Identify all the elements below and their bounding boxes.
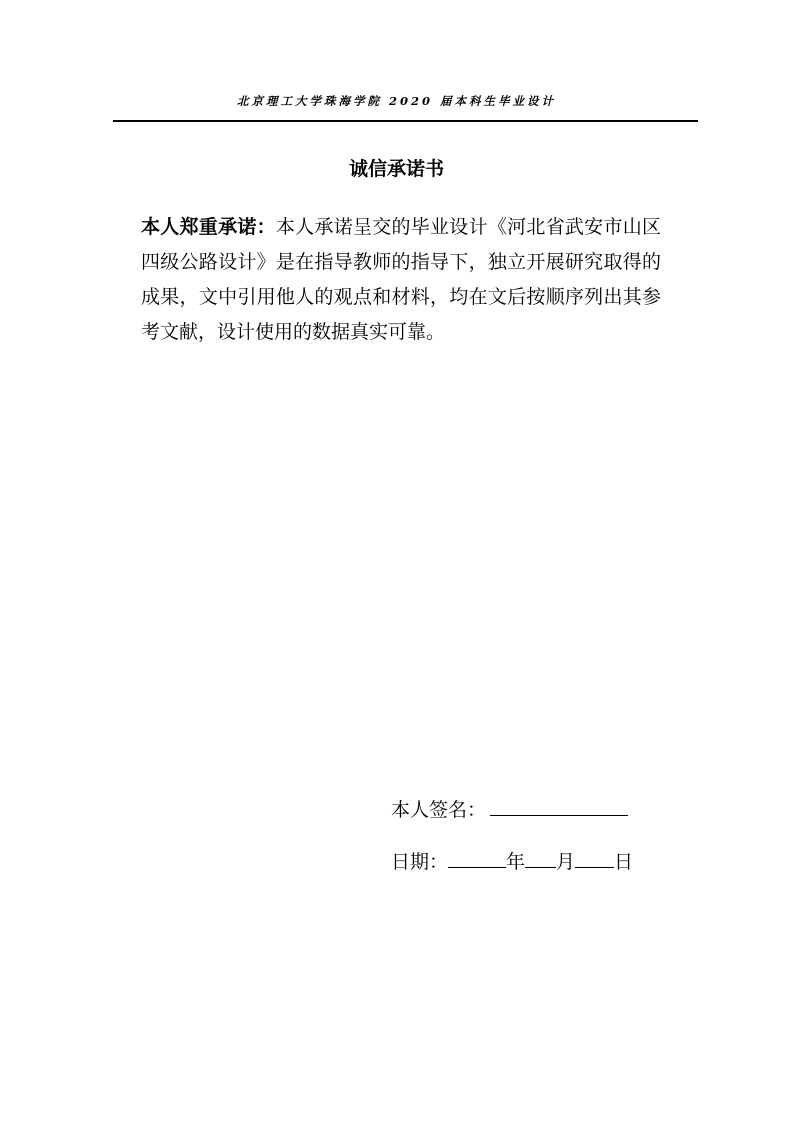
signature-label: 本人签名： [391, 799, 487, 821]
page-title: 诚信承诺书 [348, 158, 444, 180]
date-label: 日期： [391, 851, 449, 873]
header-divider [113, 120, 698, 122]
day-blank[interactable] [575, 847, 614, 868]
date-line [391, 847, 633, 876]
month-label: 月 [556, 851, 576, 873]
month-blank[interactable] [525, 847, 556, 868]
year-label: 年 [506, 851, 526, 873]
day-label: 日 [614, 851, 634, 873]
pledge-paragraph [141, 210, 661, 350]
signature-line [391, 795, 628, 824]
year-blank[interactable] [448, 847, 506, 868]
pledge-text: 本人承诺呈交的毕业设计《河北省武安市山区四级公路设计》是在指导教师的指导下，独立开展研究取得的成果，文中引用他人的观点和材料，均在文后按顺序列出其参考文献，设计使用的数据真实可靠。 [141, 216, 661, 343]
signature-blank[interactable] [490, 795, 628, 816]
page-header: 北京理工大学珠海学院 2020 届本科生毕业设计 [236, 94, 556, 108]
pledge-lead: 本人郑重承诺： [141, 216, 276, 238]
